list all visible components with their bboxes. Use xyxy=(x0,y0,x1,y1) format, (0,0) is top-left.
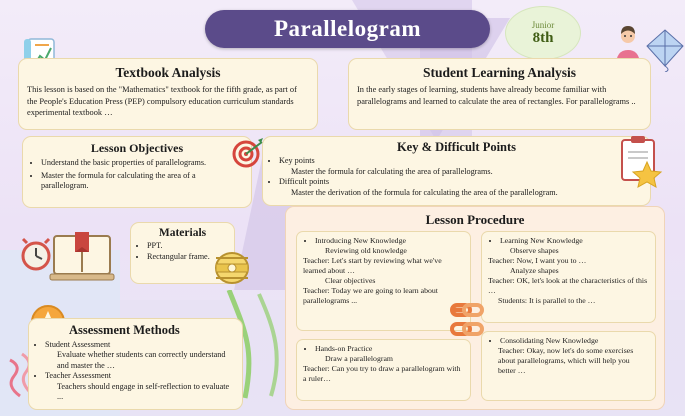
difficult-points-label: Difficult points xyxy=(279,177,330,187)
procedure-step-label: • Learning New Knowledge xyxy=(500,236,649,246)
list-item: Master the derivation of the formula for calculating the area of the parallelogram. xyxy=(291,187,558,197)
assessment-list xyxy=(29,340,242,402)
list-item: • Understand the basic properties of parallelograms. xyxy=(41,158,245,169)
books-clock-icon xyxy=(20,226,120,288)
procedure-substep-label: Observe shapes xyxy=(510,246,559,255)
procedure-step-label: • Hands-on Practice xyxy=(315,344,464,354)
procedure-step-hands-on-practice xyxy=(296,339,471,401)
materials-heading: Materials xyxy=(158,227,207,239)
list-item: Master the formula for calculating the area of parallelograms. xyxy=(291,166,493,176)
page-title xyxy=(205,10,490,48)
key-points-label: Key points xyxy=(279,156,315,165)
assessment-methods-card xyxy=(28,318,243,410)
list-item: Teachers should engage in self-reflection to evaluate ... xyxy=(57,381,230,402)
list-item xyxy=(279,177,646,198)
kite-icon xyxy=(645,28,685,72)
bell-icon xyxy=(210,246,254,290)
procedure-substep-text: Teacher: Now, I want you to … xyxy=(488,256,587,265)
student-assessment-label: Student Assessment xyxy=(45,340,111,349)
lesson-objectives-card xyxy=(22,136,252,208)
list-item xyxy=(279,156,646,177)
list-item xyxy=(45,371,238,402)
page-title-text: Parallelogram xyxy=(273,16,421,41)
list-item: • Master the formula for calculating the area of a parallelogram. xyxy=(41,171,245,192)
lesson-procedure-left-column xyxy=(296,231,471,403)
chain-link-icon xyxy=(448,300,486,340)
procedure-substep-label: Clear objectives xyxy=(325,276,376,285)
procedure-substep-label: Reviewing old knowledge xyxy=(325,246,407,255)
list-item: • PPT. xyxy=(147,241,230,252)
list-item: • Rectangular frame. xyxy=(147,252,230,263)
key-difficult-points-card xyxy=(262,136,651,206)
procedure-substep-label: Draw a parallelogram xyxy=(325,354,393,363)
lesson-procedure-right-column xyxy=(481,231,656,403)
procedure-substep-text: Students: It is parallel to the … xyxy=(498,296,596,305)
procedure-substep-text: Teacher: Today we are going to learn about parallelograms ... xyxy=(303,286,438,305)
procedure-substep-text: Teacher: Okay, now let's do some exercises about parallelograms, which will help you better … xyxy=(498,346,634,375)
procedure-step-introducing-new-knowledge xyxy=(296,231,471,331)
grade-number-label: 8th xyxy=(532,30,554,46)
student-learning-analysis-heading: Student Learning Analysis xyxy=(422,65,577,80)
procedure-step-label: • Introducing New Knowledge xyxy=(315,236,464,246)
list-item xyxy=(45,340,238,371)
grade-level-label: Junior xyxy=(531,20,555,30)
procedure-substep-text: Teacher: OK, let's look at the characteristics of this … xyxy=(488,276,648,295)
procedure-substep-label: Analyze shapes xyxy=(510,266,559,275)
teacher-assessment-label: Teacher Assessment xyxy=(45,371,112,381)
textbook-analysis-heading: Textbook Analysis xyxy=(115,65,221,80)
procedure-step-consolidating-new-knowledge xyxy=(481,331,656,401)
grade-badge xyxy=(505,6,581,60)
lesson-objectives-list xyxy=(23,158,251,192)
procedure-substep-text: Teacher: Let's start by reviewing what we've learned about … xyxy=(303,256,442,275)
target-icon xyxy=(228,136,264,172)
assessment-methods-heading: Assessment Methods xyxy=(69,323,180,337)
lesson-procedure-heading: Lesson Procedure xyxy=(425,212,525,227)
lesson-objectives-heading: Lesson Objectives xyxy=(90,141,184,155)
textbook-analysis-body: This lesson is based on the "Mathematics" textbook for the fifth grade, as part of the People's Education Press (PEP) compulsory education curriculum standards experimental textbook … xyxy=(27,85,297,117)
key-difficult-points-heading: Key & Difficult Points xyxy=(396,140,517,154)
clipboard-star-icon xyxy=(617,134,663,188)
key-points-list xyxy=(263,156,650,198)
procedure-step-label: • Consolidating New Knowledge xyxy=(500,336,649,346)
procedure-step-learning-new-knowledge xyxy=(481,231,656,323)
textbook-analysis-card xyxy=(18,58,318,130)
list-item: Evaluate whether students can correctly understand and master the … xyxy=(57,350,226,370)
procedure-substep-text: Teacher: Can you try to draw a parallelogram with a ruler… xyxy=(303,364,461,383)
student-learning-analysis-card xyxy=(348,58,651,130)
student-learning-analysis-body: In the early stages of learning, students have already become familiar with parallelograms and learned to calculate the area of rectangles. For parallelograms .. xyxy=(357,85,636,106)
